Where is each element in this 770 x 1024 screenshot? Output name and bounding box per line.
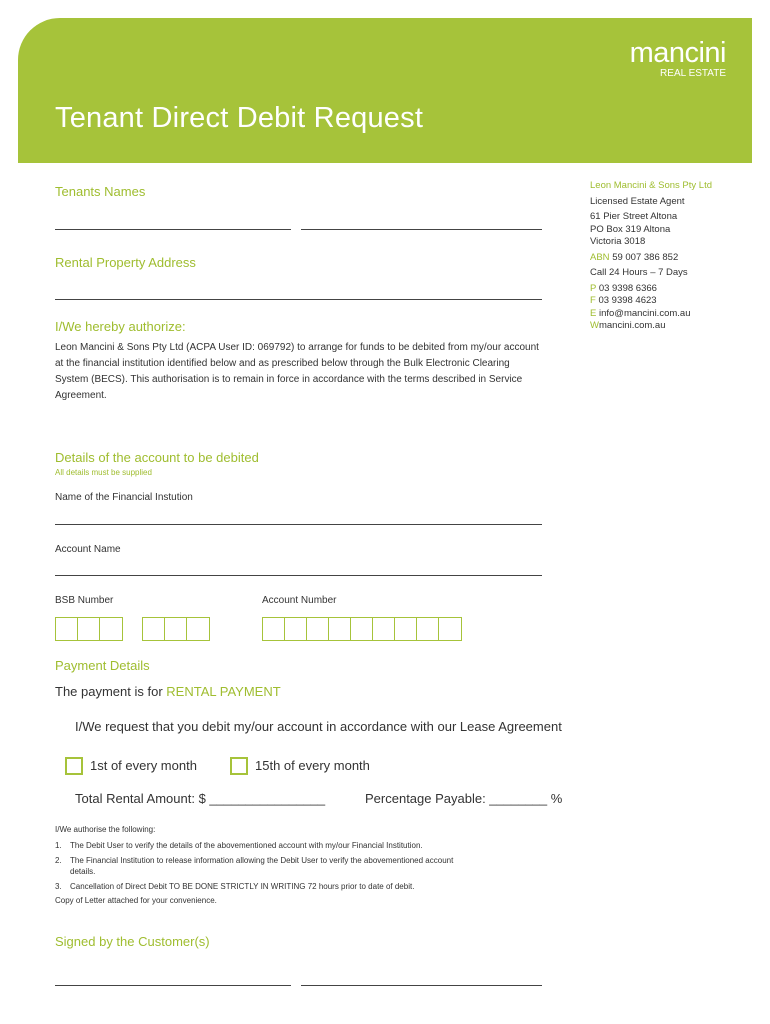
rental-address-field[interactable] (55, 299, 542, 300)
email-label: E (590, 307, 597, 319)
financial-institution-label: Name of the Financial Instution (55, 492, 193, 503)
contact-fax (590, 295, 760, 308)
financial-institution-field[interactable] (55, 524, 542, 525)
account-name-label: Account Name (55, 544, 121, 555)
total-rental-amount-field[interactable]: Total Rental Amount: $ ________________ (75, 791, 326, 806)
payment-for-value: RENTAL PAYMENT (166, 684, 281, 699)
debit-request-text: I/We request that you debit my/our account in accordance with our Lease Agreement (75, 719, 562, 734)
brand-subtitle: REAL ESTATE (660, 68, 726, 79)
header-banner (18, 18, 752, 163)
account-digit-box[interactable] (395, 618, 417, 640)
contact-hours: Call 24 Hours – 7 Days (590, 267, 688, 278)
fifteenth-of-month-label: 15th of every month (255, 758, 370, 773)
account-digit-box[interactable] (329, 618, 351, 640)
first-of-month-label: 1st of every month (90, 758, 197, 773)
authorize-text: Leon Mancini & Sons Pty Ltd (ACPA User ID: 069792) to arrange for funds to be debited from my/our account at the financial institution identified below and as prescribed below through the Bulk Electronic Clearing System (BECS). This authorisation is to remain in force in accordance with the terms described in Service Agreement. (55, 342, 539, 401)
brand-logo (630, 38, 726, 80)
customer-signature-field-2[interactable] (301, 985, 542, 986)
tenant-name-field-2[interactable] (301, 229, 542, 230)
brand-name: mancini (629, 37, 726, 69)
signed-by-customer-label: Signed by the Customer(s) (55, 934, 210, 949)
rental-address-label: Rental Property Address (55, 255, 196, 270)
list-item: 2. The Financial Institution to release information allowing the Debit User to verify the abovementioned account details. (55, 856, 454, 876)
account-details-note: All details must be supplied (55, 468, 152, 477)
account-number-label: Account Number (262, 595, 337, 606)
contact-block (590, 180, 760, 333)
customer-signature-field-1[interactable] (55, 985, 291, 986)
fax-value: 03 9398 4623 (598, 295, 657, 306)
bsb-digit-box[interactable] (100, 618, 122, 640)
account-digit-box[interactable] (285, 618, 307, 640)
authorise-list (55, 840, 475, 892)
tenant-name-field-1[interactable] (55, 229, 291, 230)
account-digit-box[interactable] (307, 618, 329, 640)
bsb-number-label: BSB Number (55, 595, 114, 606)
account-name-field[interactable] (55, 575, 542, 576)
account-number-input-group[interactable] (262, 617, 462, 641)
account-digit-box[interactable] (351, 618, 373, 640)
bsb-input-group-2[interactable] (142, 617, 210, 641)
account-digit-box[interactable] (263, 618, 285, 640)
abn-label: ABN (590, 251, 610, 263)
contact-abn (590, 252, 760, 265)
bsb-digit-box[interactable] (165, 618, 187, 640)
percentage-payable-field[interactable]: Percentage Payable: ________ % (365, 791, 563, 806)
list-item: 3. Cancellation of Direct Debit TO BE DONE STRICTLY IN WRITING 72 hours prior to date of debit. (55, 882, 415, 891)
contact-company: Leon Mancini & Sons Pty Ltd (590, 180, 712, 191)
first-of-month-checkbox[interactable] (65, 757, 83, 775)
payment-for-prefix: The payment is for (55, 684, 163, 699)
bsb-digit-box[interactable] (78, 618, 100, 640)
contact-phone (590, 283, 760, 296)
account-digit-box[interactable] (373, 618, 395, 640)
account-details-heading: Details of the account to be debited (55, 450, 259, 465)
contact-address-1: 61 Pier Street Altona (590, 211, 678, 222)
account-digit-box[interactable] (439, 618, 461, 640)
authorise-intro: I/We authorise the following: (55, 825, 156, 834)
fax-label: F (590, 295, 596, 306)
bsb-input-group-1[interactable] (55, 617, 123, 641)
authorize-heading: I/We hereby authorize: (55, 319, 186, 334)
web-value: mancini.com.au (598, 320, 666, 331)
email-value: info@mancini.com.au (598, 307, 691, 319)
contact-email (590, 308, 760, 321)
list-item: 1. The Debit User to verify the details of the abovementioned account with my/our Financial Institution. (55, 841, 423, 850)
bsb-digit-box[interactable] (187, 618, 209, 640)
phone-value: 03 9398 6366 (598, 282, 657, 294)
contact-address-3: Victoria 3018 (590, 236, 646, 247)
page-title: Tenant Direct Debit Request (55, 102, 424, 134)
payment-details-heading: Payment Details (55, 658, 150, 673)
account-digit-box[interactable] (417, 618, 439, 640)
payment-for-line (55, 684, 281, 699)
web-label: W (590, 320, 599, 331)
contact-address-2: PO Box 319 Altona (590, 223, 671, 235)
bsb-digit-box[interactable] (143, 618, 165, 640)
fifteenth-of-month-checkbox[interactable] (230, 757, 248, 775)
contact-web (590, 320, 760, 333)
tenants-names-label: Tenants Names (55, 184, 146, 199)
copy-of-letter-note: Copy of Letter attached for your convenience. (55, 896, 217, 905)
bsb-digit-box[interactable] (56, 618, 78, 640)
abn-value: 59 007 386 852 (612, 251, 679, 263)
contact-role: Licensed Estate Agent (590, 195, 685, 207)
phone-label: P (590, 282, 597, 294)
